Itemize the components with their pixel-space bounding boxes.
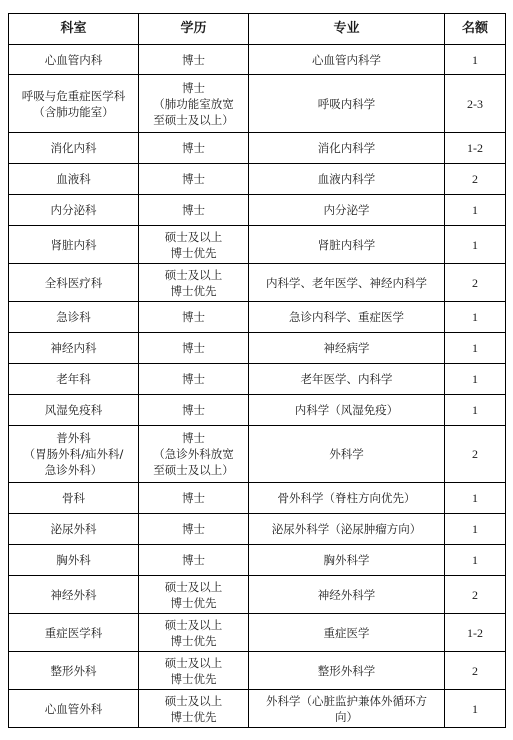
quota-cell: 1-2 [445, 133, 506, 164]
department-cell: 血液科 [9, 164, 139, 195]
degree-cell: 博士 [139, 364, 249, 395]
table-row [9, 545, 506, 576]
department-cell: 泌尿外科 [9, 514, 139, 545]
table-row [9, 226, 506, 264]
department-cell: 肾脏内科 [9, 226, 139, 264]
major-cell: 肾脏内科学 [249, 226, 445, 264]
degree-cell: 硕士及以上 博士优先 [139, 226, 249, 264]
table-row [9, 395, 506, 426]
department-cell: 神经外科 [9, 576, 139, 614]
major-cell: 呼吸内科学 [249, 75, 445, 133]
degree-cell: 硕士及以上 博士优先 [139, 614, 249, 652]
department-cell: 呼吸与危重症医学科 （含肺功能室） [9, 75, 139, 133]
major-cell: 整形外科学 [249, 652, 445, 690]
major-cell: 内分泌学 [249, 195, 445, 226]
table-row [9, 614, 506, 652]
major-cell: 神经外科学 [249, 576, 445, 614]
table-row [9, 576, 506, 614]
department-cell: 全科医疗科 [9, 264, 139, 302]
degree-cell: 博士 [139, 333, 249, 364]
major-cell: 内科学、老年医学、神经内科学 [249, 264, 445, 302]
table-row [9, 302, 506, 333]
degree-cell: 博士 [139, 514, 249, 545]
quota-cell: 1 [445, 195, 506, 226]
major-cell: 外科学（心脏监护兼体外循环方 向） [249, 690, 445, 728]
table-row [9, 690, 506, 728]
quota-cell: 2 [445, 164, 506, 195]
department-cell: 心血管外科 [9, 690, 139, 728]
table-row [9, 133, 506, 164]
department-cell: 普外科 （胃肠外科/疝外科/ 急诊外科） [9, 426, 139, 483]
department-cell: 整形外科 [9, 652, 139, 690]
quota-cell: 1 [445, 45, 506, 75]
degree-cell: 博士 [139, 302, 249, 333]
table-row [9, 333, 506, 364]
major-cell: 重症医学 [249, 614, 445, 652]
degree-cell: 博士 （肺功能室放宽 至硕士及以上） [139, 75, 249, 133]
department-cell: 风湿免疫科 [9, 395, 139, 426]
degree-cell: 博士 [139, 395, 249, 426]
degree-cell: 博士 [139, 195, 249, 226]
department-cell: 急诊科 [9, 302, 139, 333]
degree-cell: 博士 [139, 545, 249, 576]
degree-cell: 博士 [139, 483, 249, 514]
quota-cell: 2-3 [445, 75, 506, 133]
degree-cell: 硕士及以上 博士优先 [139, 264, 249, 302]
degree-cell: 硕士及以上 博士优先 [139, 690, 249, 728]
quota-cell: 2 [445, 426, 506, 483]
quota-cell: 2 [445, 264, 506, 302]
quota-cell: 1 [445, 333, 506, 364]
major-cell: 骨外科学（脊柱方向优先） [249, 483, 445, 514]
table-row [9, 364, 506, 395]
degree-cell: 博士 [139, 45, 249, 75]
degree-cell: 硕士及以上 博士优先 [139, 576, 249, 614]
table-row [9, 75, 506, 133]
header-quota: 名额 [445, 14, 506, 45]
major-cell: 急诊内科学、重症医学 [249, 302, 445, 333]
recruitment-table [8, 13, 506, 728]
department-cell: 消化内科 [9, 133, 139, 164]
department-cell: 老年科 [9, 364, 139, 395]
major-cell: 内科学（风湿免疫） [249, 395, 445, 426]
table-row [9, 652, 506, 690]
major-cell: 胸外科学 [249, 545, 445, 576]
major-cell: 老年医学、内科学 [249, 364, 445, 395]
quota-cell: 1 [445, 690, 506, 728]
quota-cell: 1-2 [445, 614, 506, 652]
quota-cell: 1 [445, 302, 506, 333]
major-cell: 泌尿外科学（泌尿肿瘤方向） [249, 514, 445, 545]
quota-cell: 1 [445, 483, 506, 514]
major-cell: 血液内科学 [249, 164, 445, 195]
department-cell: 心血管内科 [9, 45, 139, 75]
department-cell: 重症医学科 [9, 614, 139, 652]
table-row [9, 483, 506, 514]
degree-cell: 硕士及以上 博士优先 [139, 652, 249, 690]
department-cell: 骨科 [9, 483, 139, 514]
major-cell: 心血管内科学 [249, 45, 445, 75]
quota-cell: 1 [445, 395, 506, 426]
department-cell: 胸外科 [9, 545, 139, 576]
table-row [9, 45, 506, 75]
table-body [9, 45, 506, 728]
major-cell: 神经病学 [249, 333, 445, 364]
degree-cell: 博士 （急诊外科放宽 至硕士及以上） [139, 426, 249, 483]
table-row [9, 514, 506, 545]
header-row [9, 14, 506, 45]
quota-cell: 1 [445, 514, 506, 545]
department-cell: 神经内科 [9, 333, 139, 364]
major-cell: 消化内科学 [249, 133, 445, 164]
table-row [9, 164, 506, 195]
quota-cell: 1 [445, 364, 506, 395]
header-degree: 学历 [139, 14, 249, 45]
header-major: 专业 [249, 14, 445, 45]
major-cell: 外科学 [249, 426, 445, 483]
table-row [9, 426, 506, 483]
department-cell: 内分泌科 [9, 195, 139, 226]
header-department: 科室 [9, 14, 139, 45]
table-row [9, 195, 506, 226]
quota-cell: 2 [445, 652, 506, 690]
quota-cell: 1 [445, 545, 506, 576]
degree-cell: 博士 [139, 164, 249, 195]
table-row [9, 264, 506, 302]
quota-cell: 2 [445, 576, 506, 614]
degree-cell: 博士 [139, 133, 249, 164]
quota-cell: 1 [445, 226, 506, 264]
